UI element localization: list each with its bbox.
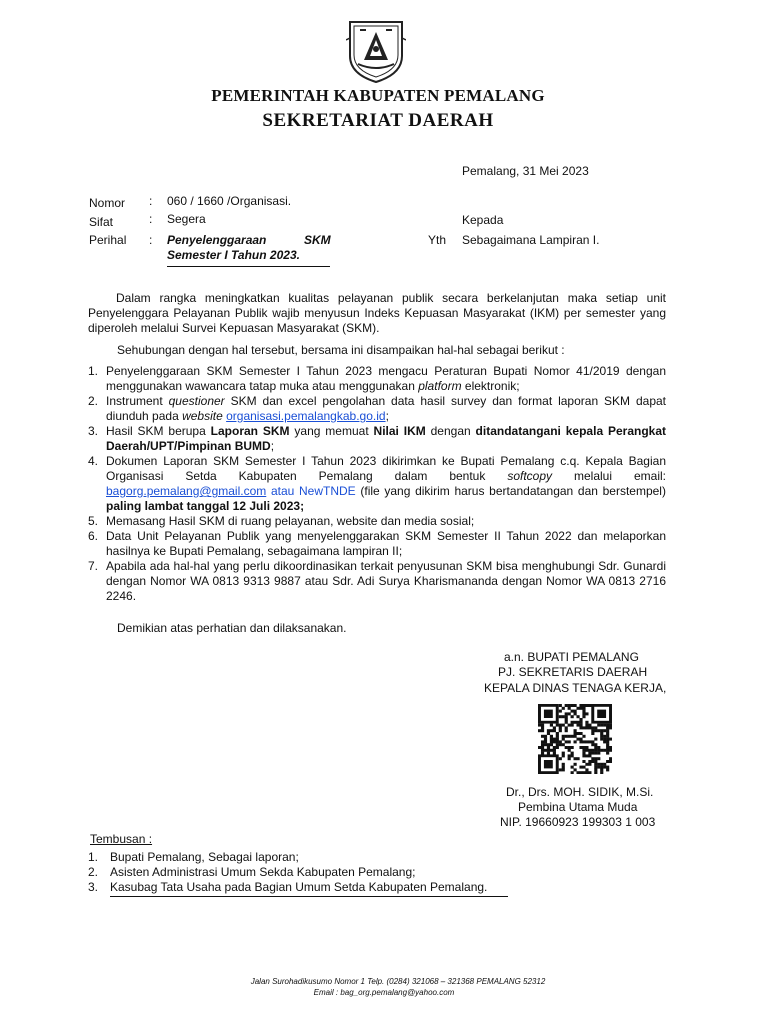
addressee: Sebagaimana Lampiran I. <box>462 233 600 247</box>
perihal-value-1a: Penyelenggaraan <box>167 233 267 247</box>
tembusan-title: Tembusan : <box>90 832 153 846</box>
list-item: 5. Memasang Hasil SKM di ruang pelayanan, website dan media sosial; <box>88 514 475 528</box>
list-item: 1. Bupati Pemalang, Sebagai laporan; <box>88 850 299 864</box>
list-item: 3. Kasubag Tata Usaha pada Bagian Umum Setda Kabupaten Pemalang. <box>88 880 488 894</box>
signature-line-1: a.n. BUPATI PEMALANG <box>504 650 639 664</box>
newtnde-text: atau NewTNDE <box>270 484 356 498</box>
nomor-value: 060 / 1660 /Organisasi. <box>167 194 292 208</box>
header-line-1: PEMERINTAH KABUPATEN PEMALANG <box>211 86 545 105</box>
list-item: 1. Penyelenggaraan SKM Semester I Tahun 2023 mengacu Peraturan Bupati Nomor 41/2019 dengan menggunakan wawancara tatap muka atau menggunakan platform elektronik; <box>88 364 666 393</box>
paragraph-intro: Dalam rangka meningkatkan kualitas pelayanan publik secara berkelanjutan maka setiap unit Penyelenggara Pelayanan Publik wajib menyusun Indeks Kepuasan Masyarakat (IKM) per semester yang diperoleh melalui Survei Kepuasan Masyarakat (SKM). <box>88 291 666 335</box>
list-item: 6. Data Unit Pelayanan Publik yang menyelenggarakan SKM Semester II Tahun 2022 dan melaporkan hasilnya ke Bupati Pemalang, sebagaimana lampiran II; <box>88 529 666 558</box>
closing-sentence: Demikian atas perhatian dan dilaksanakan. <box>117 621 347 635</box>
signatory-nip: NIP. 19660923 199303 1 003 <box>500 815 656 829</box>
perihal-value-2: Semester I Tahun 2023. <box>167 248 300 262</box>
sifat-label: Sifat <box>89 215 114 229</box>
footer-email: Email : bag_org.pemalang@yahoo.com <box>313 988 455 997</box>
yth-label: Yth <box>428 233 447 247</box>
place-date: Pemalang, 31 Mei 2023 <box>462 164 589 178</box>
kepada-label: Kepada <box>462 213 504 227</box>
nomor-label: Nomor <box>89 196 126 210</box>
signature-line-2: PJ. SEKRETARIS DAERAH <box>498 665 648 679</box>
nomor-colon: : <box>149 194 153 208</box>
qr-code-signature-icon <box>538 704 612 774</box>
paragraph-sehubungan: Sehubungan dengan hal tersebut, bersama ini disampaikan hal-hal sebagai berikut : <box>117 343 565 357</box>
footer-address: Jalan Surohadikusumo Nomor 1 Telp. (0284) 321068 – 321368 PEMALANG 52312 <box>250 977 546 986</box>
header-line-2: SEKRETARIAT DAERAH <box>262 110 494 131</box>
perihal-value-1b: SKM <box>304 233 331 247</box>
perihal-label: Perihal <box>89 233 127 247</box>
website-link[interactable]: organisasi.pemalangkab.go.id <box>226 409 386 423</box>
list-item: 2. Instrument questioner SKM dan excel pengolahan data hasil survey dan format laporan SKM dapat diunduh pada website organisasi.pemalangkab.go.id; <box>88 394 667 423</box>
list-item: 4. Dokumen Laporan SKM Semester I Tahun 2023 dikirimkan ke Bupati Pemalang c.q. Kepala Bagian Organisasi Setda Kabupaten Pemalang dalam bentuk softcopy melalui email: bagorg.pemalang@gmail.com atau NewTNDE (file yang dikirim harus bertandatangan dan berstempel) paling lambat tanggal 12 Juli 2023; <box>88 454 666 513</box>
sifat-colon: : <box>149 212 153 226</box>
list-item: 3. Hasil SKM berupa Laporan SKM yang memuat Nilai IKM dengan ditandatangani kepala Perangkat Daerah/UPT/Pimpinan BUMD; <box>88 424 667 453</box>
list-item: 7. Apabila ada hal-hal yang perlu dikoordinasikan terkait penyusunan SKM bisa menghubungi Sdr. Gunardi dengan Nomor WA 0813 9313 9887 atau Sdr. Adi Surya Kharismananda dengan Nomor WA 0813 2716 2246. <box>88 559 666 603</box>
signatory-name: Dr., Drs. MOH. SIDIK, M.Si. <box>506 785 654 799</box>
perihal-underline <box>167 266 330 267</box>
regency-coat-of-arms-icon <box>346 16 406 84</box>
list-item: 2. Asisten Administrasi Umum Sekda Kabupaten Pemalang; <box>88 865 416 879</box>
signature-line-3: KEPALA DINAS TENAGA KERJA, <box>484 681 667 695</box>
email-link[interactable]: bagorg.pemalang@gmail.com <box>106 484 267 498</box>
tembusan-underline <box>110 896 508 897</box>
sifat-value: Segera <box>167 212 206 226</box>
signatory-rank: Pembina Utama Muda <box>518 800 638 814</box>
perihal-colon: : <box>149 233 153 247</box>
